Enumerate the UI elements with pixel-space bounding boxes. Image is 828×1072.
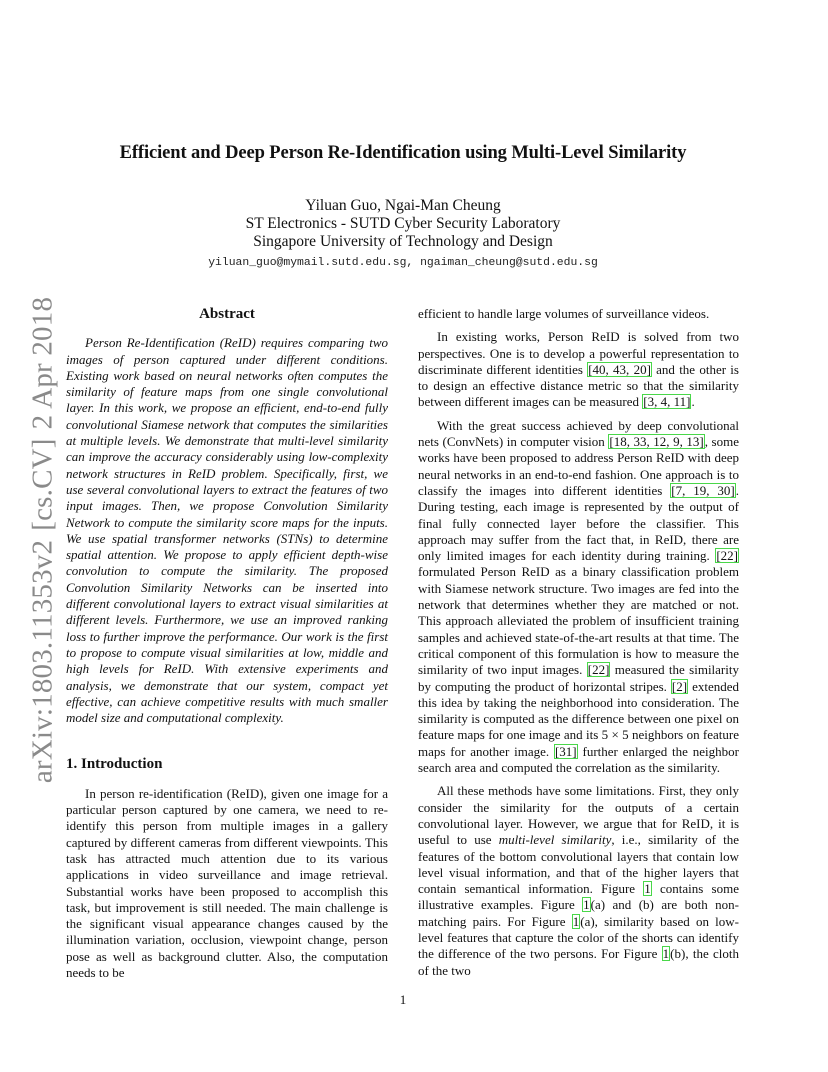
section-heading-introduction: 1. Introduction bbox=[66, 756, 163, 773]
author-emails: yiluan_guo@mymail.sutd.edu.sg, ngaiman_cheung@sutd.edu.sg bbox=[208, 257, 598, 269]
text-run: , some works have been proposed to address Person ReID with deep neural networks in an end-to-end fashion. One approach is to classify the images into different identities bbox=[418, 434, 739, 498]
arxiv-category: [cs.CV] bbox=[26, 438, 59, 531]
text-run: , i.e., similarity of the features of the bottom convolutional layers that contain low level visual information, and that of the higher layers that contain semantical information. Figure bbox=[418, 832, 739, 897]
text-run: In existing works, Person ReID is solved from two perspectives. One is to develop a powerful representation to discriminate different identities bbox=[418, 329, 739, 377]
citation-link[interactable]: [22] bbox=[716, 548, 738, 564]
text-run: and the other is to design an effective distance metric so that the similarity between different images can be measured bbox=[418, 361, 739, 410]
citation-link[interactable]: [18, 33, 12, 9, 13] bbox=[609, 434, 704, 450]
arxiv-date: 2 Apr 2018 bbox=[26, 296, 59, 430]
text-run: further enlarged the neighbor search area and computed the correlation as the similarity. bbox=[418, 743, 739, 776]
figure-link[interactable]: 1 bbox=[662, 946, 670, 962]
citation-link[interactable]: [22] bbox=[587, 662, 610, 678]
paper-title: Efficient and Deep Person Re-Identification using Multi-Level Similarity bbox=[119, 143, 687, 163]
citation-link[interactable]: [31] bbox=[554, 743, 577, 759]
intro-paragraph-1: In person re-identification (ReID), given one image for a particular person captured by one camera, we need to re-identify this person from multiple images in a gallery captured by different cameras from different viewpoints. This task has attracted much attention due to its various applications in video surveillance and image retrieval. Substantial works have been proposed to accomplish this task, but improvement is still needed. The main challenge is the significant visual appearance changes caused by the illumination variation, occlusion, viewpoint change, person pose as well as background clutter. Also, the computation needs to be bbox=[66, 785, 388, 980]
emphasis-term: multi-level similarity bbox=[498, 832, 612, 848]
citation-link[interactable]: [2] bbox=[671, 678, 688, 694]
abstract-heading: Abstract bbox=[199, 306, 255, 322]
text-run: . During testing, each image is represented by the output of final fully connected layer before the classifier. This approach may suffer from the fact that, in ReID, there are only limited images for each identity during training. bbox=[418, 482, 739, 564]
affiliation-line-2: Singapore University of Technology and Design bbox=[253, 233, 553, 250]
figure-link[interactable]: 1 bbox=[644, 881, 651, 897]
text-run: (a) and (b) are both non-matching pairs. For Figure bbox=[418, 897, 739, 929]
text-run: (a), similarity based on low-level features that capture the color of the shorts can identify the difference of the two persons. For Figure bbox=[418, 913, 739, 962]
page-number: 1 bbox=[399, 992, 407, 1007]
paragraph-existing-works bbox=[418, 329, 739, 410]
figure-link[interactable]: 1 bbox=[572, 913, 580, 929]
text-run: (b), the cloth of the two bbox=[418, 946, 739, 978]
text-run: contains some illustrative examples. Figure bbox=[418, 881, 739, 913]
paragraph-continuation: efficient to handle large volumes of surveillance videos. bbox=[418, 306, 710, 321]
text-run: . bbox=[691, 394, 695, 410]
paragraph-convnets bbox=[418, 418, 739, 777]
left-column bbox=[66, 306, 388, 981]
text-run: extended this idea by taking the neighborhood into consideration. The similarity is computed as the difference between one pixel on feature maps for one image and its 5 × 5 neighbors on feature maps for another image. bbox=[418, 678, 739, 759]
arxiv-id[interactable]: arXiv:1803.11353v2 bbox=[26, 539, 59, 784]
author-names: Yiluan Guo, Ngai-Man Cheung bbox=[305, 197, 501, 214]
right-column bbox=[418, 306, 739, 979]
citation-link[interactable]: [7, 19, 30] bbox=[671, 482, 735, 498]
citation-link[interactable]: [3, 4, 11] bbox=[643, 394, 691, 410]
text-run: formulated Person ReID as a binary classification problem with Siamese network structure. Two images are fed into the network that determines whether they are matched or not. This approach alleviated the problem of insufficient training samples and achieved state-of-the-art results at that time. The critical component of this formulation is how to measure the similarity of two input images. bbox=[418, 564, 739, 678]
text-run: All these methods have some limitations. First, they only consider the similarity for the outputs of a certain convolutional layer. However, we argue that for ReID, it is useful to use bbox=[418, 783, 739, 848]
abstract-text: Person Re-Identification (ReID) requires comparing two images of person captured under different conditions. Existing work based on neural networks often computes the similarity of feature maps from one single convolutional layer. In this work, we propose an efficient, end-to-end fully convolutional Siamese network that computes the similarities at multiple levels. We demonstrate that multi-level similarity can improve the accuracy considerably using low-complexity network structures in ReID problem. Specifically, first, we use several convolutional layers to extract the features of two input images. Then, we propose Convolution Similarity Network to compute the similarity score maps for the inputs. We use spatial transformer networks (STNs) to determine spatial attention. We propose to apply efficient depth-wise convolution to compute the similarity. The proposed Convolution Similarity Networks can be inserted into different convolutional layers to extract visual similarities at different levels. Furthermore, we use an improved ranking loss to further improve the performance. Our work is the first to propose to compute visual similarities at low, middle and high levels for ReID. With extensive experiments and analysis, we demonstrate that our system, compact yet effective, can achieve competitive results with much smaller model size and computational complexity. bbox=[66, 335, 388, 726]
affiliation-line-1: ST Electronics - SUTD Cyber Security Laboratory bbox=[245, 215, 561, 232]
paragraph-limitations bbox=[418, 783, 739, 979]
text-run: With the great success achieved by deep convolutional nets (ConvNets) in computer vision bbox=[418, 417, 739, 450]
arxiv-sidebar-stamp bbox=[27, 297, 60, 783]
figure-link[interactable]: 1 bbox=[583, 897, 590, 913]
text-run: measured the similarity by computing the product of horizontal stripes. bbox=[418, 662, 739, 694]
citation-link[interactable]: [40, 43, 20] bbox=[588, 361, 651, 377]
